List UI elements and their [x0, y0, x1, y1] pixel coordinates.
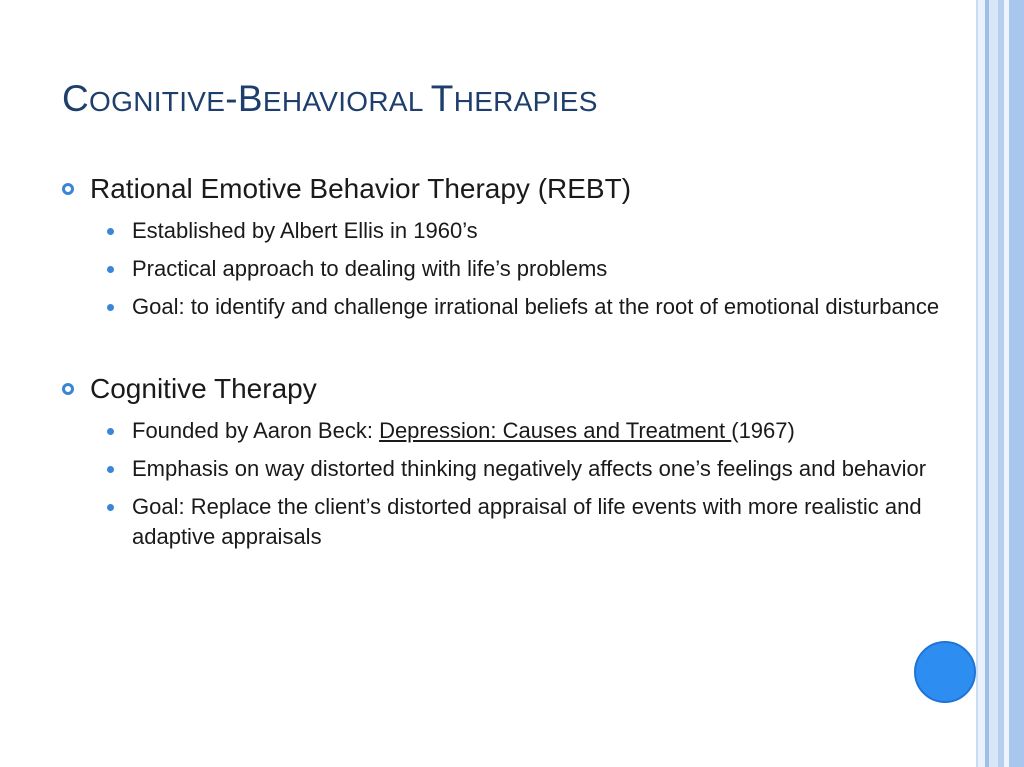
list-item: Founded by Aaron Beck: Depression: Causes and Treatment (1967) — [132, 416, 942, 446]
side-stripe — [978, 0, 985, 767]
list-item: Emphasis on way distorted thinking negatively affects one’s feelings and behavior — [132, 454, 942, 484]
slide-body — [62, 170, 942, 552]
side-stripe — [1009, 0, 1024, 767]
dot-bullet-icon — [107, 504, 114, 511]
book-title: Depression: Causes and Treatment — [379, 418, 732, 443]
slide-title: COGNITIVE-BEHAVIORAL THERAPIES — [62, 78, 598, 119]
ring-bullet-icon — [62, 383, 74, 395]
decorative-circle — [914, 641, 976, 703]
dot-bullet-icon — [107, 466, 114, 473]
dot-bullet-icon — [107, 304, 114, 311]
ring-bullet-icon — [62, 183, 74, 195]
side-stripe — [989, 0, 998, 767]
list-item: Goal: Replace the client’s distorted appraisal of life events with more realistic and adaptive appraisals — [132, 492, 942, 552]
dot-bullet-icon — [107, 428, 114, 435]
list-item: Practical approach to dealing with life’s problems — [132, 254, 942, 284]
list-item: Established by Albert Ellis in 1960’s — [132, 216, 942, 246]
list-item: Goal: to identify and challenge irrational beliefs at the root of emotional disturbance — [132, 292, 942, 322]
dot-bullet-icon — [107, 266, 114, 273]
dot-bullet-icon — [107, 228, 114, 235]
section-heading: Rational Emotive Behavior Therapy (REBT) — [62, 170, 942, 208]
section-heading: Cognitive Therapy — [62, 370, 942, 408]
